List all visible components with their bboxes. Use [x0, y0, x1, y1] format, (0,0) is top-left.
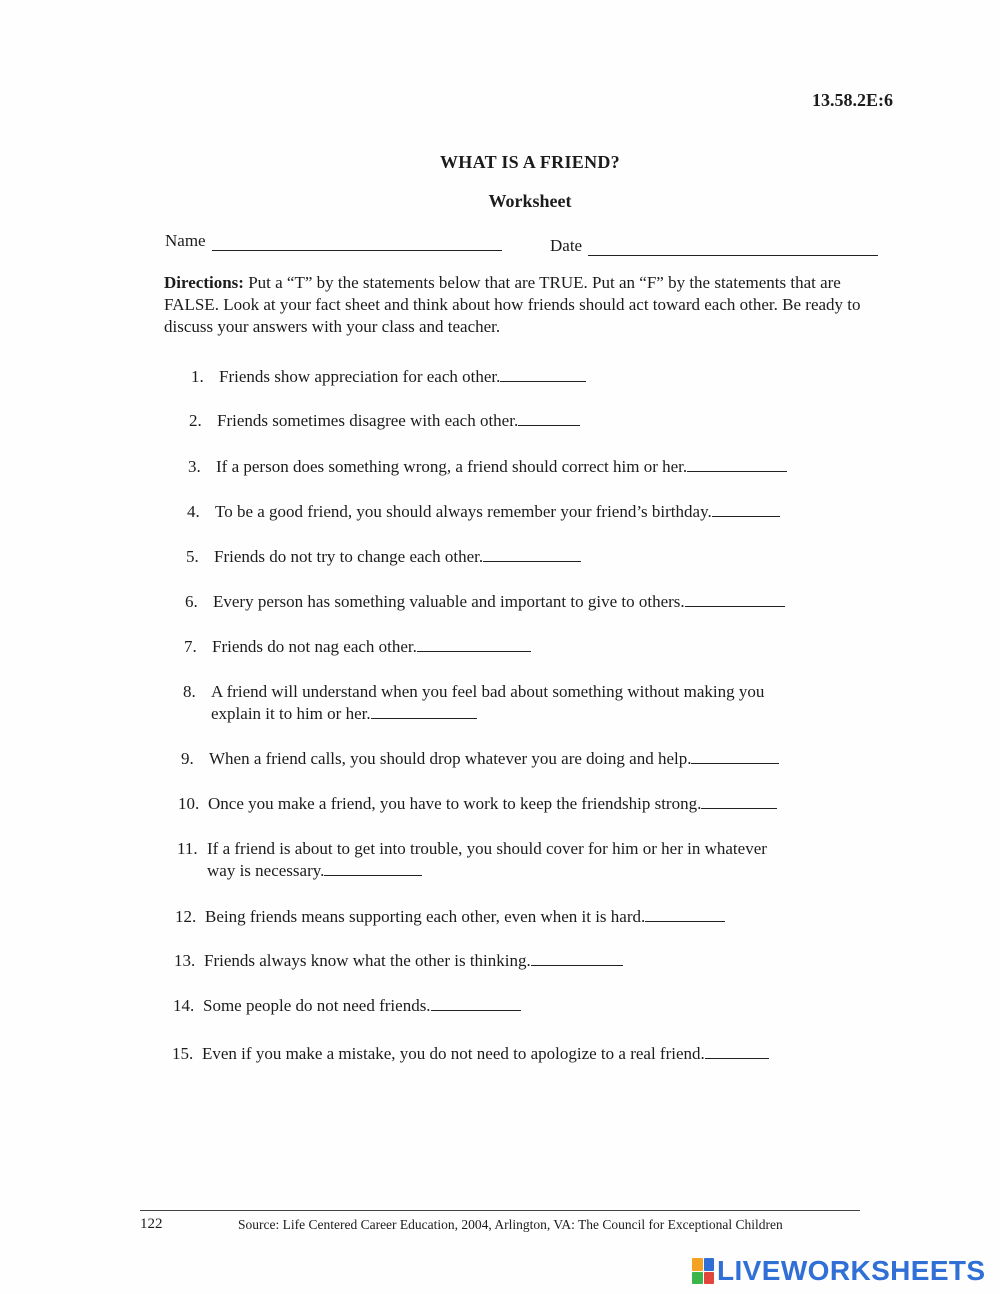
list-item: 15. Even if you make a mistake, you do not need to apologize to a real friend.	[172, 1043, 769, 1065]
answer-blank[interactable]	[531, 950, 623, 966]
answer-blank[interactable]	[500, 366, 586, 382]
list-item: 3. If a person does something wrong, a friend should correct him or her.	[188, 456, 787, 478]
directions-label: Directions:	[164, 273, 244, 292]
list-item: 11. If a friend is about to get into trouble, you should cover for him or her in whatever way is necessary.	[177, 839, 767, 880]
list-item: 7. Friends do not nag each other.	[184, 636, 531, 658]
list-item: 1. Friends show appreciation for each other.	[191, 366, 586, 388]
item-text: If a friend is about to get into trouble, you should cover for him or her in whatever	[207, 839, 767, 858]
item-text: Some people do not need friends.	[203, 996, 431, 1015]
name-input[interactable]	[212, 234, 502, 251]
item-text: Friends do not nag each other.	[212, 637, 417, 656]
answer-blank[interactable]	[324, 860, 422, 876]
worksheet-subtitle: Worksheet	[488, 191, 572, 211]
answer-blank[interactable]	[483, 546, 581, 562]
page-number: 122	[140, 1216, 163, 1232]
list-item: 4. To be a good friend, you should always remember your friend’s birthday.	[187, 501, 780, 523]
item-text: To be a good friend, you should always remember your friend’s birthday.	[215, 502, 712, 521]
list-item: 13. Friends always know what the other is thinking.	[174, 950, 623, 972]
answer-blank[interactable]	[701, 793, 777, 809]
item-text-continued: explain it to him or her.	[211, 704, 371, 723]
list-item: 9. When a friend calls, you should drop whatever you are doing and help.	[181, 748, 779, 770]
date-label: Date	[550, 236, 583, 255]
list-item: 8. A friend will understand when you feel bad about something without making you explain it to him or her.	[183, 682, 765, 723]
answer-blank[interactable]	[417, 636, 531, 652]
answer-blank[interactable]	[687, 456, 787, 472]
worksheet-code: 13.58.2E:6	[812, 90, 893, 110]
item-text: Once you make a friend, you have to work to keep the friendship strong.	[208, 794, 702, 813]
item-text: Being friends means supporting each other, even when it is hard.	[205, 907, 646, 926]
list-item: 5. Friends do not try to change each other.	[186, 546, 581, 568]
item-text: Friends show appreciation for each other.	[219, 367, 501, 386]
directions	[164, 272, 880, 338]
footer-divider	[140, 1210, 860, 1211]
source-citation: Source: Life Centered Career Education, 2004, Arlington, VA: The Council for Exceptional Children	[238, 1217, 783, 1232]
date-input[interactable]	[588, 239, 878, 256]
answer-blank[interactable]	[712, 501, 780, 517]
item-text-continued: way is necessary.	[207, 861, 325, 880]
answer-blank[interactable]	[685, 591, 785, 607]
liveworksheets-text: LIVEWORKSHEETS	[717, 1255, 986, 1286]
item-text: Every person has something valuable and important to give to others.	[213, 592, 685, 611]
answer-blank[interactable]	[431, 995, 521, 1011]
item-text: When a friend calls, you should drop whatever you are doing and help.	[209, 749, 692, 768]
item-text: Friends sometimes disagree with each other.	[217, 411, 519, 430]
item-text: Friends do not try to change each other.	[214, 547, 484, 566]
worksheet-title: WHAT IS A FRIEND?	[440, 152, 620, 172]
name-label: Name	[165, 231, 206, 250]
liveworksheets-icon	[692, 1258, 714, 1284]
answer-blank[interactable]	[371, 703, 477, 719]
answer-blank[interactable]	[645, 906, 725, 922]
item-text: A friend will understand when you feel bad about something without making you	[211, 682, 765, 701]
date-field	[550, 236, 878, 256]
answer-blank[interactable]	[691, 748, 779, 764]
name-field	[165, 231, 502, 251]
list-item: 10. Once you make a friend, you have to work to keep the friendship strong.	[178, 793, 777, 815]
answer-blank[interactable]	[705, 1043, 769, 1059]
item-text: Even if you make a mistake, you do not need to apologize to a real friend.	[202, 1044, 705, 1063]
list-item: 12. Being friends means supporting each other, even when it is hard.	[175, 906, 725, 928]
answer-blank[interactable]	[518, 410, 580, 426]
directions-text: Put a “T” by the statements below that are TRUE. Put an “F” by the statements that are FALSE. Look at your fact sheet and think about how friends should act toward each other. Be ready to discuss your answers with your class and teacher.	[164, 273, 861, 336]
item-text: Friends always know what the other is thinking.	[204, 951, 531, 970]
item-text: If a person does something wrong, a friend should correct him or her.	[216, 457, 688, 476]
liveworksheets-logo	[692, 1255, 986, 1287]
list-item: 2. Friends sometimes disagree with each other.	[189, 410, 580, 432]
list-item: 14. Some people do not need friends.	[173, 995, 521, 1017]
list-item: 6. Every person has something valuable and important to give to others.	[185, 591, 785, 613]
